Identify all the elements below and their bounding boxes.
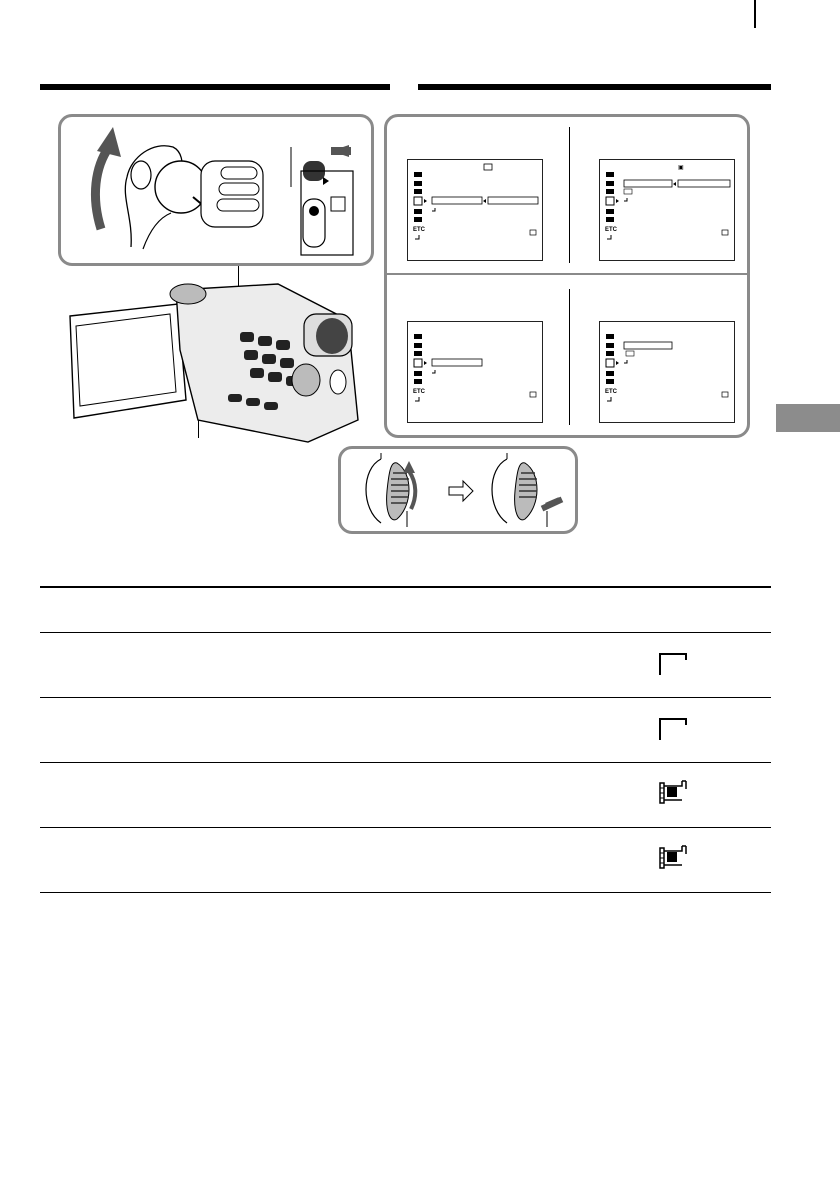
mode-dial-illustration [61,117,371,263]
control-dial-panel [338,446,578,534]
panel-divider-v-bottom [569,289,570,425]
panel-divider-v-top [569,127,570,263]
panel-divider-h [387,273,747,275]
menu-screen-b [599,159,735,261]
control-dial-illustration [341,449,575,531]
menu-screen-c [407,321,543,423]
wide-frame-icon [658,652,688,676]
menu-screen-d [599,321,735,423]
camcorder-illustration [68,270,368,446]
table-rule-1 [40,632,771,633]
dial-illustration-panel [58,114,374,266]
header-rule-right [418,84,771,90]
menu-screens-panel [384,114,750,438]
table-rule-3 [40,762,771,763]
section-tab [776,404,840,432]
top-right-rule [754,0,756,28]
svg-text:ETC: ETC [605,227,617,233]
film-icon [658,779,688,805]
header-rule-left [40,84,390,90]
svg-text:ETC: ETC [413,227,425,233]
table-rule-4 [40,827,771,828]
svg-text:ETC: ETC [413,389,425,395]
svg-text:ETC: ETC [605,389,617,395]
menu-screen-a [407,159,543,261]
wide-frame-icon [658,717,688,741]
table-rule-top [40,586,771,588]
table-rule-2 [40,697,771,698]
svg-text:▣: ▣ [678,165,684,171]
film-icon [658,844,688,870]
table-rule-bottom [40,892,771,893]
